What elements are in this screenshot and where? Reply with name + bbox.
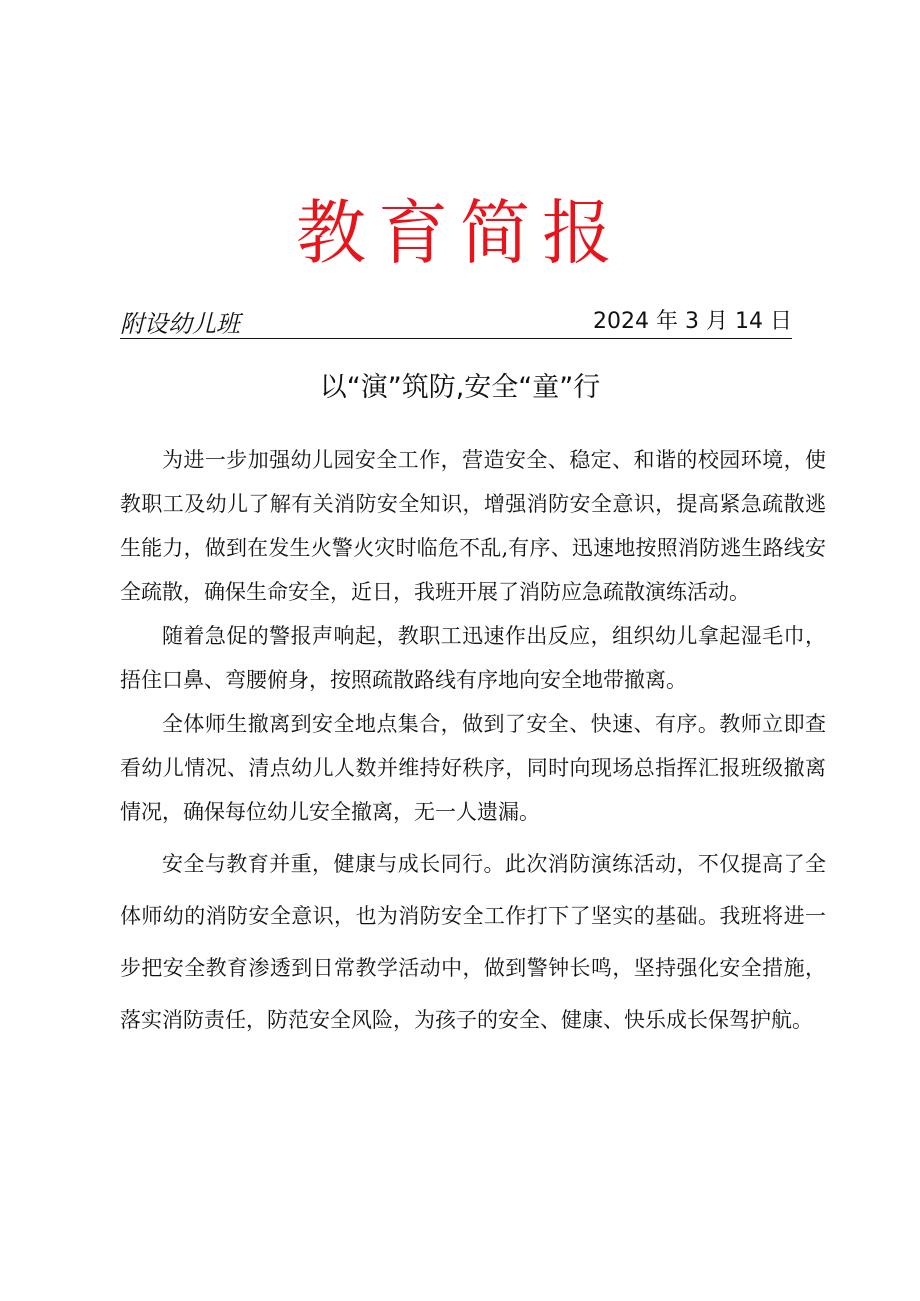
issuing-unit: 附设幼儿班 [120, 310, 240, 338]
paragraph: 安全与教育并重，健康与成长同行。此次消防演练活动，不仅提高了全体师幼的消防安全意识，也为消防安全工作打下了坚实的基础。我班将进一步把安全教育渗透到日常教学活动中，做到警钟长鸣，坚持强化安全措施，落实消防责任，防范安全风险，为孩子的安全、健康、快乐成长保驾护航。 [120, 852, 826, 1032]
paragraph: 全体师生撤离到安全地点集合，做到了安全、快速、有序。教师立即查看幼儿情况、清点幼儿人数并维持好秩序，同时向现场总指挥汇报班级撤离情况，确保每位幼儿安全撤离，无一人遗漏。 [120, 712, 826, 824]
article-body [120, 438, 826, 1046]
article-headline: 以“演”筑防,安全“童”行 [319, 372, 601, 403]
masthead-title: 教育简报 [296, 192, 624, 274]
byline [120, 302, 792, 339]
issue-date: 2024 年 3 月 14 日 [593, 309, 792, 334]
paragraph: 随着急促的警报声响起，教职工迅速作出反应，组织幼儿拿起湿毛巾，捂住口鼻、弯腰俯身，按照疏散路线有序地向安全地带撤离。 [120, 624, 826, 692]
paragraph: 为进一步加强幼儿园安全工作，营造安全、稳定、和谐的校园环境，使教职工及幼儿了解有关消防安全知识，增强消防安全意识，提高紧急疏散逃生能力，做到在发生火警火灾时临危不乱,有序、迅速地按照消防逃生路线安全疏散，确保生命安全，近日，我班开展了消防应急疏散演练活动。 [120, 448, 826, 604]
